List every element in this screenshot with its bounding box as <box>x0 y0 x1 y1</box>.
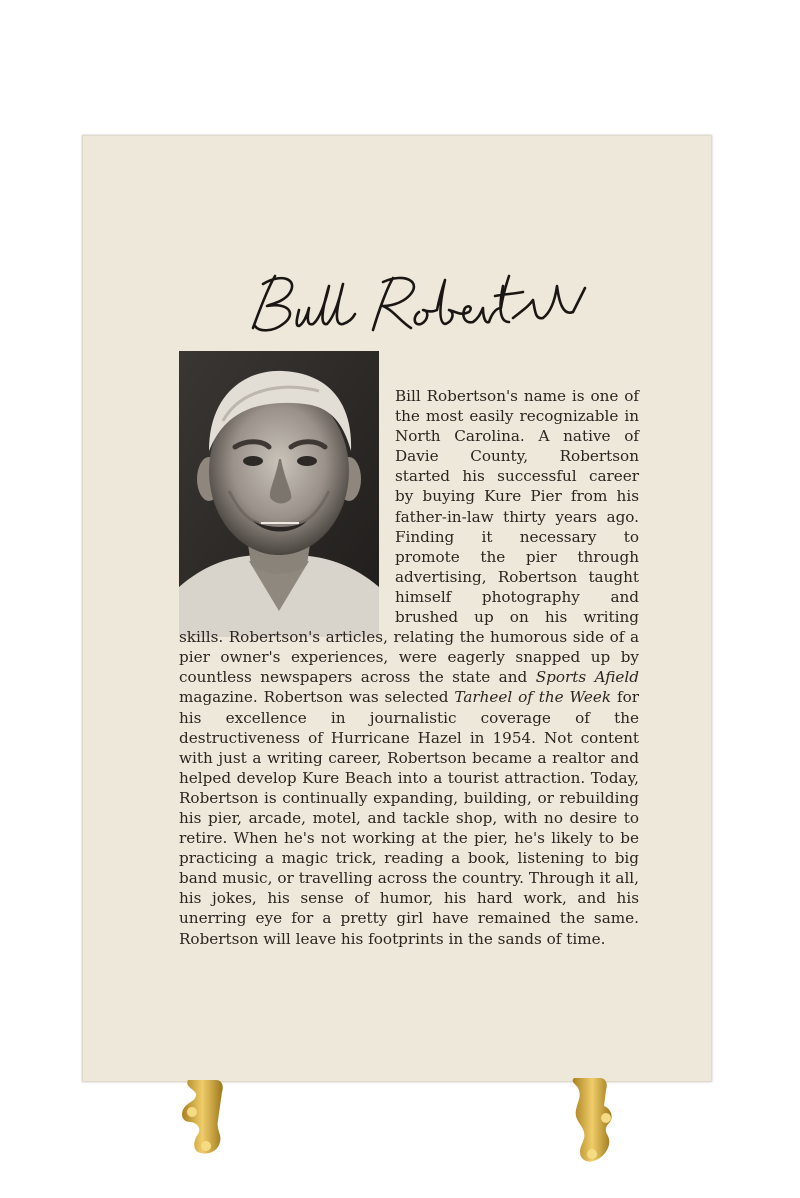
stand-right-foot <box>566 1060 626 1170</box>
bio-segment-1: Bill Robertson's name is one of the most easily recognizable in North Carolina. A native of Davie County, Robertson started his successful career by buying Kure Pier from his father-in-law thirty years ago. Finding it necessary to promote the pier through advertising, Robertson taught himself photography and brushed up on his writing skills. Robertson's articles, relating the humorous side of a pier owner's experiences, were eagerly snapped up by countless newspapers across the state and <box>179 387 639 687</box>
bio-card <box>82 135 712 1082</box>
bio-segment-5: for his excellence in journalistic coverage of the destructiveness of Hurricane Hazel in 1954. Not content with just a writing career, Robertson became a realtor and helped develop Kure Beach into a tourist attraction. Today, Robertson is continually expanding, building, or rebuilding his pier, arcade, motel, and tackle shop, with no desire to retire. When he's not working at the pier, he's likely to be practicing a magic trick, reading a book, listening to big band music, or travelling across the country. Through it all, his jokes, his sense of humor, his hard work, and his unerring eye for a pretty girl have remained the same. Robertson will leave his footprints in the sands of time. <box>179 688 639 948</box>
bio-segment-3: magazine. Robertson was selected <box>179 688 455 707</box>
photo-wrap-spacer <box>179 351 391 613</box>
bio-segment-4: Tarheel of the Week <box>454 688 612 707</box>
handwritten-signature <box>233 266 593 356</box>
stand-left-foot <box>176 1060 236 1160</box>
biography-text <box>179 386 639 949</box>
bio-segment-2: Sports Afield <box>535 668 639 687</box>
